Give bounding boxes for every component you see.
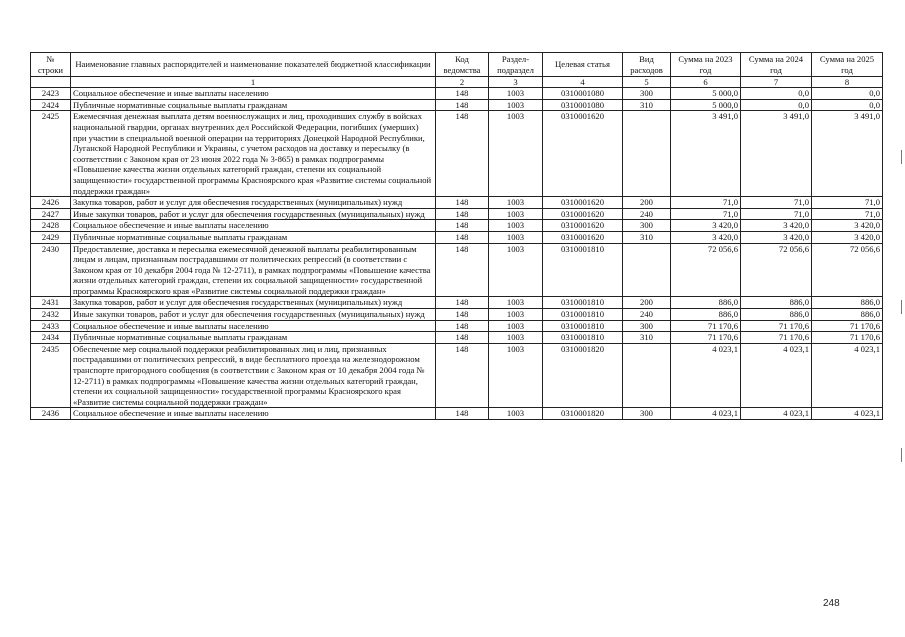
row-expense-type: 240 (623, 309, 671, 321)
row-dept-code: 148 (436, 408, 489, 420)
row-section: 1003 (489, 99, 543, 111)
row-sum-2025: 72 056,6 (812, 243, 883, 297)
row-sum-2025: 886,0 (812, 297, 883, 309)
row-section: 1003 (489, 88, 543, 100)
row-target: 0310001620 (543, 111, 623, 197)
column-number: 7 (741, 77, 812, 88)
row-target: 0310001620 (543, 220, 623, 232)
column-number: 5 (623, 77, 671, 88)
header-section: Раздел-подраздел (489, 53, 543, 77)
row-sum-2025: 3 420,0 (812, 220, 883, 232)
row-dept-code: 148 (436, 111, 489, 197)
row-expense-type (623, 343, 671, 408)
row-dept-code: 148 (436, 320, 489, 332)
row-expense-type: 310 (623, 99, 671, 111)
row-sum-2023: 3 420,0 (671, 231, 741, 243)
table-row (31, 320, 883, 332)
row-number: 2436 (31, 408, 71, 420)
row-target: 0310001810 (543, 309, 623, 321)
table-row (31, 343, 883, 408)
column-number: 1 (71, 77, 436, 88)
table-header-row (31, 53, 883, 77)
row-number: 2431 (31, 297, 71, 309)
row-dept-code: 148 (436, 88, 489, 100)
row-sum-2023: 71 170,6 (671, 320, 741, 332)
row-sum-2025: 886,0 (812, 309, 883, 321)
row-target: 0310001810 (543, 243, 623, 297)
row-expense-type: 200 (623, 197, 671, 209)
row-target: 0310001810 (543, 320, 623, 332)
row-section: 1003 (489, 208, 543, 220)
row-sum-2023: 4 023,1 (671, 343, 741, 408)
row-expense-type (623, 111, 671, 197)
row-sum-2025: 71,0 (812, 197, 883, 209)
row-number: 2428 (31, 220, 71, 232)
column-number (31, 77, 71, 88)
row-number: 2426 (31, 197, 71, 209)
row-section: 1003 (489, 231, 543, 243)
column-number: 8 (812, 77, 883, 88)
row-section: 1003 (489, 320, 543, 332)
row-number: 2425 (31, 111, 71, 197)
row-sum-2023: 3 420,0 (671, 220, 741, 232)
row-target: 0310001620 (543, 208, 623, 220)
column-number: 2 (436, 77, 489, 88)
row-sum-2023: 886,0 (671, 297, 741, 309)
row-sum-2025: 3 491,0 (812, 111, 883, 197)
column-number: 4 (543, 77, 623, 88)
header-dept-code: Код ведомства (436, 53, 489, 77)
row-sum-2024: 71 170,6 (741, 320, 812, 332)
table-row (31, 220, 883, 232)
row-name: Социальное обеспечение и иные выплаты населению (71, 220, 436, 232)
row-dept-code: 148 (436, 197, 489, 209)
row-sum-2024: 886,0 (741, 309, 812, 321)
row-target: 0310001820 (543, 343, 623, 408)
table-row (31, 243, 883, 297)
header-row-no: № строки (31, 53, 71, 77)
header-name: Наименование главных распорядителей и наименование показателей бюджетной классификации (71, 53, 436, 77)
row-expense-type: 300 (623, 220, 671, 232)
row-expense-type: 300 (623, 88, 671, 100)
table-row (31, 332, 883, 344)
row-target: 0310001620 (543, 197, 623, 209)
row-expense-type: 310 (623, 332, 671, 344)
table-row (31, 297, 883, 309)
row-target: 0310001810 (543, 332, 623, 344)
row-dept-code: 148 (436, 332, 489, 344)
row-number: 2427 (31, 208, 71, 220)
header-sum-2023: Сумма на 2023 год (671, 53, 741, 77)
table-row (31, 208, 883, 220)
row-expense-type: 200 (623, 297, 671, 309)
header-sum-2025: Сумма на 2025 год (812, 53, 883, 77)
row-sum-2025: 3 420,0 (812, 231, 883, 243)
row-sum-2025: 4 023,1 (812, 408, 883, 420)
row-sum-2024: 886,0 (741, 297, 812, 309)
row-section: 1003 (489, 111, 543, 197)
row-number: 2424 (31, 99, 71, 111)
row-number: 2435 (31, 343, 71, 408)
row-sum-2024: 72 056,6 (741, 243, 812, 297)
row-dept-code: 148 (436, 309, 489, 321)
header-target: Целевая статья (543, 53, 623, 77)
row-sum-2024: 71,0 (741, 208, 812, 220)
table-row (31, 111, 883, 197)
row-sum-2025: 0,0 (812, 88, 883, 100)
row-dept-code: 148 (436, 231, 489, 243)
row-sum-2023: 3 491,0 (671, 111, 741, 197)
row-section: 1003 (489, 332, 543, 344)
row-sum-2023: 886,0 (671, 309, 741, 321)
column-number: 3 (489, 77, 543, 88)
scan-edge-mark (901, 150, 902, 164)
row-section: 1003 (489, 243, 543, 297)
row-sum-2025: 4 023,1 (812, 343, 883, 408)
row-name: Предоставление, доставка и пересылка ежемесячной денежной выплаты реабилитированным лицам и лицам, признанным пострадавшими от политических репрессий (в соответствии с Законом края от 10 декабря 2004 года № 12-2711), в рамках подпрограммы «Повышение качества жизни отдельных категорий граждан, степени их социальной защищенности» государственной программы Красноярского края «Развитие системы социальной поддержки граждан» (71, 243, 436, 297)
row-sum-2024: 71 170,6 (741, 332, 812, 344)
row-section: 1003 (489, 343, 543, 408)
row-expense-type (623, 243, 671, 297)
row-sum-2023: 71 170,6 (671, 332, 741, 344)
table-body (31, 77, 883, 420)
row-target: 0310001820 (543, 408, 623, 420)
page-number: 248 (823, 598, 840, 609)
column-number: 6 (671, 77, 741, 88)
row-number: 2430 (31, 243, 71, 297)
row-sum-2024: 71,0 (741, 197, 812, 209)
row-sum-2025: 71,0 (812, 208, 883, 220)
row-target: 0310001620 (543, 231, 623, 243)
row-name: Иные закупки товаров, работ и услуг для обеспечения государственных (муниципальных) нужд (71, 208, 436, 220)
row-name: Публичные нормативные социальные выплаты гражданам (71, 99, 436, 111)
header-sum-2024: Сумма на 2024 год (741, 53, 812, 77)
row-dept-code: 148 (436, 243, 489, 297)
table-row (31, 99, 883, 111)
row-name: Ежемесячная денежная выплата детям военнослужащих и лиц, проходивших службу в войсках национальной гвардии, органах внутренних дел Российской Федерации, погибших (умерших) при участии в специальной военной операции на территориях Донецкой Народной Республики, Луганской Народной Республики и Украины, с учетом расходов на доставку и пересылку (в соответствии с Законом края от 23 июня 2022 года № 3-865) в рамках подпрограммы «Повышение качества жизни отдельных категорий граждан, степени их социальной защищенности» государственной программы Красноярского края «Развитие системы социальной поддержки граждан» (71, 111, 436, 197)
row-name: Социальное обеспечение и иные выплаты населению (71, 88, 436, 100)
scan-edge-mark (901, 300, 902, 314)
column-number-row (31, 77, 883, 88)
row-sum-2024: 4 023,1 (741, 343, 812, 408)
row-number: 2423 (31, 88, 71, 100)
row-sum-2023: 72 056,6 (671, 243, 741, 297)
row-section: 1003 (489, 197, 543, 209)
row-target: 0310001080 (543, 88, 623, 100)
row-sum-2025: 71 170,6 (812, 332, 883, 344)
row-dept-code: 148 (436, 297, 489, 309)
row-section: 1003 (489, 297, 543, 309)
table-row (31, 197, 883, 209)
row-name: Закупка товаров, работ и услуг для обеспечения государственных (муниципальных) нужд (71, 197, 436, 209)
row-sum-2025: 71 170,6 (812, 320, 883, 332)
table-row (31, 408, 883, 420)
row-name: Иные закупки товаров, работ и услуг для обеспечения государственных (муниципальных) нужд (71, 309, 436, 321)
row-dept-code: 148 (436, 99, 489, 111)
row-name: Публичные нормативные социальные выплаты гражданам (71, 332, 436, 344)
row-expense-type: 300 (623, 320, 671, 332)
row-number: 2432 (31, 309, 71, 321)
row-sum-2023: 4 023,1 (671, 408, 741, 420)
row-name: Закупка товаров, работ и услуг для обеспечения государственных (муниципальных) нужд (71, 297, 436, 309)
row-sum-2024: 3 420,0 (741, 220, 812, 232)
row-name: Социальное обеспечение и иные выплаты населению (71, 320, 436, 332)
row-number: 2434 (31, 332, 71, 344)
row-section: 1003 (489, 309, 543, 321)
row-name: Обеспечение мер социальной поддержки реабилитированных лиц и лиц, признанных пострадавшими от политических репрессий, в виде бесплатного проезда на железнодорожном транспорте пригородного сообщения (в соответствии с Законом края от 10 декабря 2004 года № 12-2711) в рамках подпрограммы «Повышение качества жизни отдельных категорий граждан, степени их социальной защищенности» государственной программы Красноярского края «Развитие системы социальной поддержки граждан» (71, 343, 436, 408)
row-target: 0310001810 (543, 297, 623, 309)
row-dept-code: 148 (436, 343, 489, 408)
row-sum-2025: 0,0 (812, 99, 883, 111)
row-section: 1003 (489, 220, 543, 232)
table-row (31, 231, 883, 243)
row-sum-2023: 5 000,0 (671, 88, 741, 100)
scan-edge-mark (901, 448, 902, 462)
row-sum-2024: 3 420,0 (741, 231, 812, 243)
table-row (31, 309, 883, 321)
row-dept-code: 148 (436, 208, 489, 220)
row-sum-2024: 0,0 (741, 99, 812, 111)
row-number: 2429 (31, 231, 71, 243)
row-expense-type: 240 (623, 208, 671, 220)
row-name: Публичные нормативные социальные выплаты гражданам (71, 231, 436, 243)
row-target: 0310001080 (543, 99, 623, 111)
row-sum-2024: 3 491,0 (741, 111, 812, 197)
row-sum-2024: 4 023,1 (741, 408, 812, 420)
row-number: 2433 (31, 320, 71, 332)
table-row (31, 88, 883, 100)
budget-table (30, 52, 883, 420)
row-section: 1003 (489, 408, 543, 420)
row-name: Социальное обеспечение и иные выплаты населению (71, 408, 436, 420)
row-dept-code: 148 (436, 220, 489, 232)
row-sum-2023: 71,0 (671, 208, 741, 220)
header-expense-type: Вид расходов (623, 53, 671, 77)
row-sum-2024: 0,0 (741, 88, 812, 100)
row-expense-type: 310 (623, 231, 671, 243)
row-sum-2023: 5 000,0 (671, 99, 741, 111)
row-sum-2023: 71,0 (671, 197, 741, 209)
row-expense-type: 300 (623, 408, 671, 420)
